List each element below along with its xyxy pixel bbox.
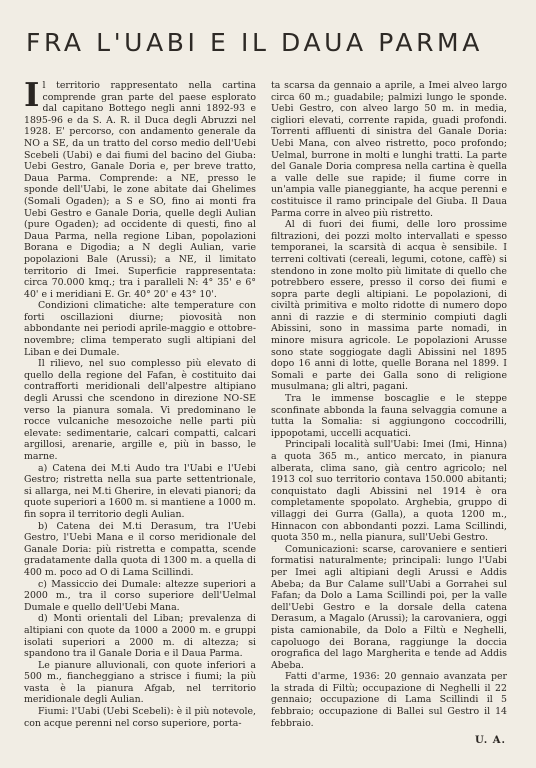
paragraph: Le pianure alluvionali, con quote inferiori a 500 m., fiancheggiano a strisce i fiumi; la più vasta è la pianura Afgab, nel territorio meridionale degli Aulian. (24, 659, 256, 706)
paragraph: b) Catena dei M.ti Derasum, tra l'Uebi Gestro, l'Uebi Mana e il corso meridionale del Ganale Doria: più ristretta e compatta, scende gradatamente dalla quota di 1300 m. a quella di 400 m. poco ad O di Lama Scillindi. (24, 520, 256, 578)
paragraph (24, 75, 256, 300)
paragraph: Tra le immense boscaglie e le steppe sconfinate abbonda la fauna selvaggia comune a tutta la Somalia: si aggiungono coccodrilli, ippopotami, uccelli acquatici. (271, 393, 507, 439)
paragraph: d) Monti orientali del Liban; prevalenza di altipiani con quote da 1000 a 2000 m. e gruppi isolati superiori a 2000 m. di altezza; si spandono tra il Ganale Doria e il Daua Parma. (24, 613, 256, 660)
paragraph: Il rilievo, nel suo complesso più elevato di quello della regione del Fafan, è costituito dai contrafforti meridionali dell'alpestre altipiano degli Arussi che scendono in direzione NO-SE verso la pianura somala. Vi predominano le rocce vulcaniche mesozoiche nelle parti più elevate: sedimentarie, calcari compatti, calcari argillosi, arenarie, argille e, più in basso, le marne. (24, 358, 256, 462)
page-title: FRA L'UABI E IL DAUA PARMA (26, 28, 483, 57)
paragraph: ta scarsa da gennaio a aprile, a Imei alveo largo circa 60 m.; guadabile; palmizi lungo le sponde. Uebi Gestro, con alveo largo 50 m. in media, cigliori elevati, corrente rapida, guadi profondi. Torrenti affluenti di sinistra del Ganale Doria: Uebi Mana, con alveo ristretto, poco profondo; Uelmal, burrone in molti e lunghi tratti. La parte del Ganale Doria compresa nella cartina è quella a valle delle sue rapide; il fiume corre in un'ampia valle pianeggiante, ha acque perenni e costituisce il ramo principale del Giuba. Il Daua Parma corre in alveo più ristretto. (271, 80, 507, 219)
paragraph: a) Catena dei M.ti Audo tra l'Uabi e l'Uebi Gestro; ristretta nella sua parte settentrionale, si allarga, nei M.ti Gherire, in elevati pianori; da quote superiori a 1600 m. si mantiene a 1000 m. fin sopra il territorio degli Aulian. (24, 462, 256, 520)
paragraph: Condizioni climatiche: alte temperature con forti oscillazioni diurne; piovosità non abbondante nei periodi aprile-maggio e ottobre-novembre; clima temperato sugli altipiani del Liban e dei Dumale. (24, 300, 256, 358)
right-column (271, 80, 507, 729)
paragraph: Al di fuori dei fiumi, delle loro prossime filtrazioni, dei pozzi molto intervallati e spesso temporanei, la scarsità di acqua è sensibile. I terreni coltivati (cereali, legumi, cotone, caffè) si stendono in zone molto più limitate di quello che potrebbero essere, presso il corso dei fiumi e sopra parte degli altipiani. Le popolazioni, di civiltà primitiva e molto ridotte di numero dopo anni di razzie e di sterminio compiuti dagli Abissini, sono in massima parte nomadi, in minore misura agricole. Le popolazioni Arusse sono state soggiogate dagli Abissini nel 1895 dopo 16 anni di lotte, quelle Borana nel 1899. I Somali e parte dei Galla sono di religione musulmana; gli altri, pagani. (271, 219, 507, 393)
paragraph: Comunicazioni: scarse, carovaniere e sentieri formatisi naturalmente; principali: lungo l'Uabi per Imei agli altipiani degli Arussi e Addis Abeba; da Bur Calame sull'Uabi a Gorrahei sul Fafan; da Dolo a Lama Scillindi poi, per la valle dell'Uebi Gestro e la dorsale della catena Derasum, a Magalo (Arussi); la carovaniera, oggi pista camionabile, da Dolo a Filtù e Neghelli, capoluogo dei Borana, raggiunge la doccia orografica del lago Margherita e tende ad Addis Abeba. (271, 543, 507, 671)
paragraph: Fatti d'arme, 1936: 20 gennaio avanzata per la strada di Filtù; occupazione di Neghelli il 22 gennaio; occupazione di Lama Scillindi il 5 febbraio; occupazione di Ballei sul Gestro il 14 febbraio. (271, 671, 507, 729)
paragraph: c) Massiccio dei Dumale: altezze superiori a 2000 m., tra il corso superiore dell'Uelmal Dumale e quello dell'Uebi Mana. (24, 578, 256, 613)
author-signature: U. A. (474, 735, 506, 746)
left-column (24, 75, 256, 729)
paragraph: Fiumi: l'Uabi (Uebi Scebeli): è il più notevole, con acque perenni nel corso superiore, porta- (24, 706, 256, 729)
paragraph: Principali località sull'Uabi: Imei (Imi, Hinna) a quota 365 m., antico mercato, in pianura alberata, clima sano, già centro agricolo; nel 1913 col suo territorio contava 150.000 abitanti; conquistato dagli Abissini nel 1914 è ora completamente spopolato. Arghebia, gruppo di villaggi dei Gurra (Galla), a quota 1200 m., Hinnacon con abbondanti pozzi. Lama Scillindi, quota 350 m., nella pianura, sull'Uebi Gestro. (271, 439, 507, 544)
paragraph-text: l territorio rappresentato nella cartina comprende gran parte del paese esplorato dal capitano Bottego negli anni 1892-93 e 1895-96 e da S. A. R. il Duca degli Abruzzi nel 1928. E' percorso, con andamento generale da NO a SE, da un tratto del corso medio dell'Uebi Scebeli (Uabi) e dai fiumi del bacino del Giuba: Uebi Gestro, Ganale Doria e, per breve tratto, Daua Parma. Comprende: a NE, presso le sponde dell'Uabi, le zone abitate dai Ghelimes (Somali Ogaden); a S e SO, fino ai monti fra Uebi Gestro e Ganale Doria, quelle degli Aulian (pure Ogaden); ad occidente di questi, fino al Daua Parma, nella regione Liban, popolazioni Borana e Digodia; a N degli Aulian, varie popolazioni Bale (Arussi); a NE, il limitato territorio di Imei. Superficie rappresentata: circa 70.000 kmq.; tra i paralleli N: 4° 35' e 6° 40' e i meridiani E. Gr. 40° 20' e 43° 10'. (24, 80, 256, 300)
drop-cap: I (24, 75, 40, 114)
